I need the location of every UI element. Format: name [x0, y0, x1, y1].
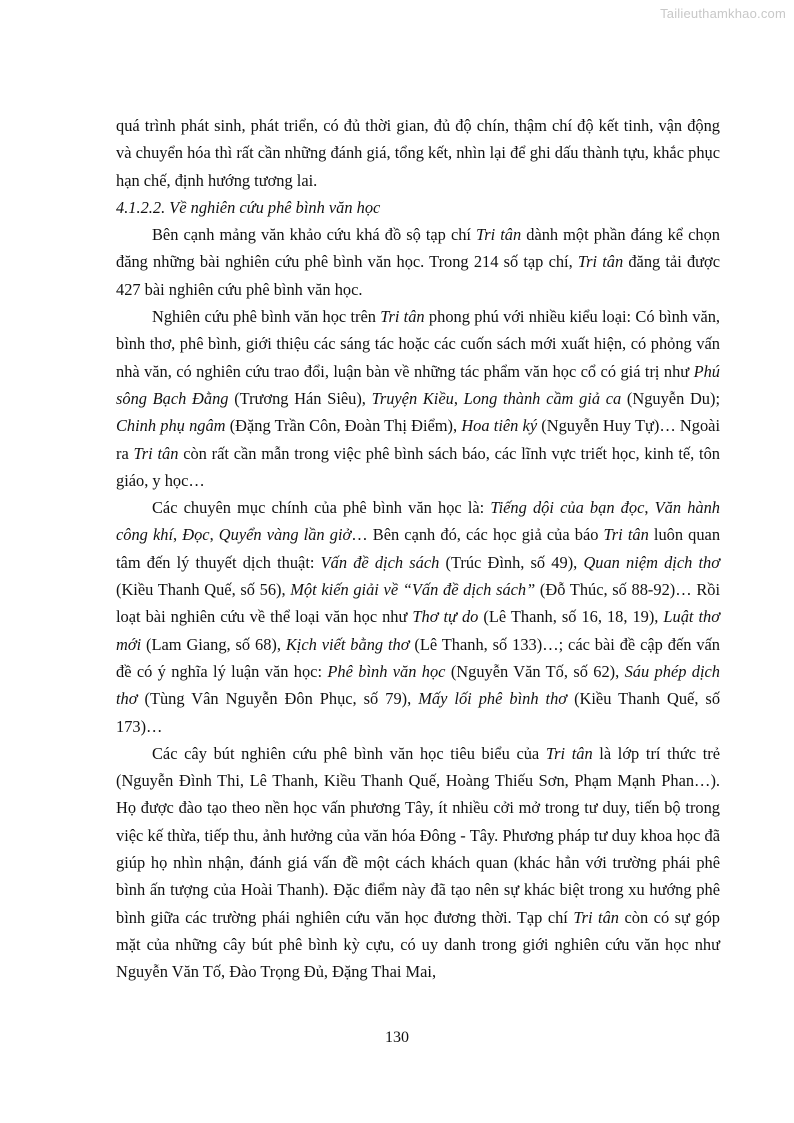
- text-run: còn có sự góp mặt của những cây bút phê bình kỳ cựu, có uy danh trong giới nghiên cứu văn học như Nguyễn Văn Tố, Đào Trọng Đủ, Đặng Thai Mai,: [116, 907, 721, 982]
- text-run: quá trình phát sinh, phát triển, có đủ thời gian, đủ độ chín, thậm chí độ kết tinh, vận động và chuyển hóa thì rất cần những đánh giá, tổng kết, nhìn lại để ghi dấu thành tựu, khắc phục hạn chế, định hướng tương lai.: [116, 116, 720, 190]
- italic-text-run: Sáu phép dịch thơ: [116, 661, 721, 709]
- body-paragraph: [116, 112, 720, 194]
- italic-text-run: Thơ tự do: [412, 607, 479, 627]
- body-paragraph: [116, 303, 720, 494]
- italic-text-run: Tri tân: [545, 743, 593, 763]
- body-paragraph: [116, 494, 720, 740]
- text-run: đăng tải được 427 bài nghiên cứu phê bình văn học.: [116, 252, 721, 299]
- text-run: ,: [173, 525, 183, 545]
- text-run: dành một phần đáng kể chọn đăng những bài nghiên cứu phê bình văn học. Trong 214 số tạp chí,: [116, 225, 720, 272]
- italic-text-run: Luật thơ mới: [116, 607, 720, 654]
- text-run: (Nguyễn Văn Tố, số 62),: [445, 661, 625, 681]
- italic-text-run: Tri tân: [133, 443, 179, 463]
- italic-text-run: Tri tân: [380, 307, 425, 327]
- text-run: luôn quan tâm đến lý thuyết dịch thuật:: [116, 525, 721, 572]
- text-run: Các cây bút nghiên cứu phê bình văn học tiêu biểu của: [152, 743, 546, 763]
- italic-text-run: Long thành cầm giả ca: [463, 388, 622, 408]
- text-run: phong phú với nhiều kiểu loại: Có bình văn, bình thơ, phê bình, giới thiệu các sáng tác hoặc các cuốn sách mới xuất hiện, có phỏng vấn nhà văn, có nghiên cứu trao đổi, luận bàn về những tác phẩm văn học cổ có giá trị như: [116, 307, 721, 381]
- document-body: [116, 112, 720, 986]
- text-run: (Lê Thanh, số 133)…; các bài đề cập đến vấn đề có ý nghĩa lý luận văn học:: [116, 634, 721, 681]
- text-run: (Đặng Trần Côn, Đoàn Thị Điểm),: [225, 416, 462, 436]
- body-paragraph: [116, 740, 720, 986]
- italic-text-run: Tri tân: [573, 907, 619, 927]
- text-run: (Tùng Vân Nguyễn Đôn Phục, số 79),: [137, 689, 419, 709]
- text-run: ,: [453, 388, 464, 408]
- text-run: ,: [209, 525, 219, 545]
- text-run: (Lam Giang, số 68),: [141, 634, 286, 654]
- body-paragraph: [116, 221, 720, 303]
- page-number: 130: [385, 1029, 409, 1046]
- text-run: là lớp trí thức trẻ (Nguyễn Đình Thi, Lê Thanh, Kiều Thanh Quế, Hoàng Thiếu Sơn, Phạm Mạnh Phan…). Họ được đào tạo theo nền học vấn phương Tây, ít nhiều cởi mở trong tư duy, tiến bộ trong việc kế thừa, tiếp thu, ảnh hưởng của văn hóa Đông - Tây. Phương pháp tư duy khoa học đã giúp họ nhìn nhận, đánh giá vấn đề một cách khách quan (khác hẳn với trường phái phê bình ấn tượng của Hoài Thanh). Đặc điểm này đã tạo nên sự khác biệt trong xu hướng phê bình giữa các trường phái nghiên cứu văn học đương thời. Tạp chí: [116, 743, 720, 927]
- text-run: (Đỗ Thúc, số 88-92)… Rồi loạt bài nghiên cứu về thể loại văn học như: [116, 580, 720, 627]
- italic-text-run: Văn hành công khí: [116, 498, 720, 545]
- italic-text-run: Kịch viết bằng thơ: [285, 634, 410, 654]
- italic-text-run: Một kiến giải về “Vấn đề dịch sách”: [290, 580, 536, 600]
- italic-text-run: Phú sông Bạch Đằng: [116, 361, 720, 408]
- text-run: Nghiên cứu phê bình văn học trên: [152, 307, 381, 327]
- text-run: (Kiều Thanh Quế, số 173)…: [116, 689, 721, 736]
- text-run: (Trương Hán Siêu),: [228, 388, 372, 408]
- text-run: (Trúc Đình, số 49),: [439, 552, 584, 572]
- text-run: ,: [644, 498, 655, 518]
- watermark: Tailieuthamkhao.com: [660, 6, 786, 21]
- text-run: … Bên cạnh đó, các học giả của báo: [351, 525, 604, 545]
- italic-text-run: Quan niệm dịch thơ: [583, 552, 720, 572]
- italic-text-run: Truyện Kiều: [371, 388, 454, 408]
- italic-text-run: Đọc: [182, 525, 210, 545]
- italic-text-run: Tri tân: [603, 525, 649, 545]
- italic-text-run: Chinh phụ ngâm: [116, 416, 226, 436]
- italic-text-run: Tiếng dội của bạn đọc: [490, 498, 645, 518]
- section-heading: [116, 194, 720, 221]
- italic-text-run: Quyển vàng lần giở: [218, 525, 352, 545]
- italic-text-run: Tri tân: [577, 252, 624, 272]
- italic-text-run: Vấn đề dịch sách: [320, 552, 440, 572]
- text-run: (Kiều Thanh Quế, số 56),: [116, 580, 291, 600]
- italic-text-run: 4.1.2.2. Về nghiên cứu phê bình văn học: [116, 197, 381, 217]
- text-run: (Lê Thanh, số 16, 18, 19),: [478, 607, 664, 627]
- italic-text-run: Tri tân: [476, 225, 522, 245]
- italic-text-run: Phê bình văn học: [327, 661, 446, 681]
- text-run: (Nguyễn Du);: [621, 388, 721, 408]
- text-run: (Nguyễn Huy Tự)… Ngoài ra: [116, 416, 720, 463]
- italic-text-run: Mấy lối phê bình thơ: [418, 689, 568, 709]
- text-run: Bên cạnh mảng văn khảo cứu khá đồ sộ tạp chí: [152, 225, 477, 245]
- italic-text-run: Hoa tiên ký: [461, 416, 538, 436]
- text-run: Các chuyên mục chính của phê bình văn học là:: [152, 498, 491, 518]
- text-run: còn rất cần mẫn trong việc phê bình sách báo, các lĩnh vực triết học, kinh tế, tôn giáo, y học…: [116, 443, 720, 490]
